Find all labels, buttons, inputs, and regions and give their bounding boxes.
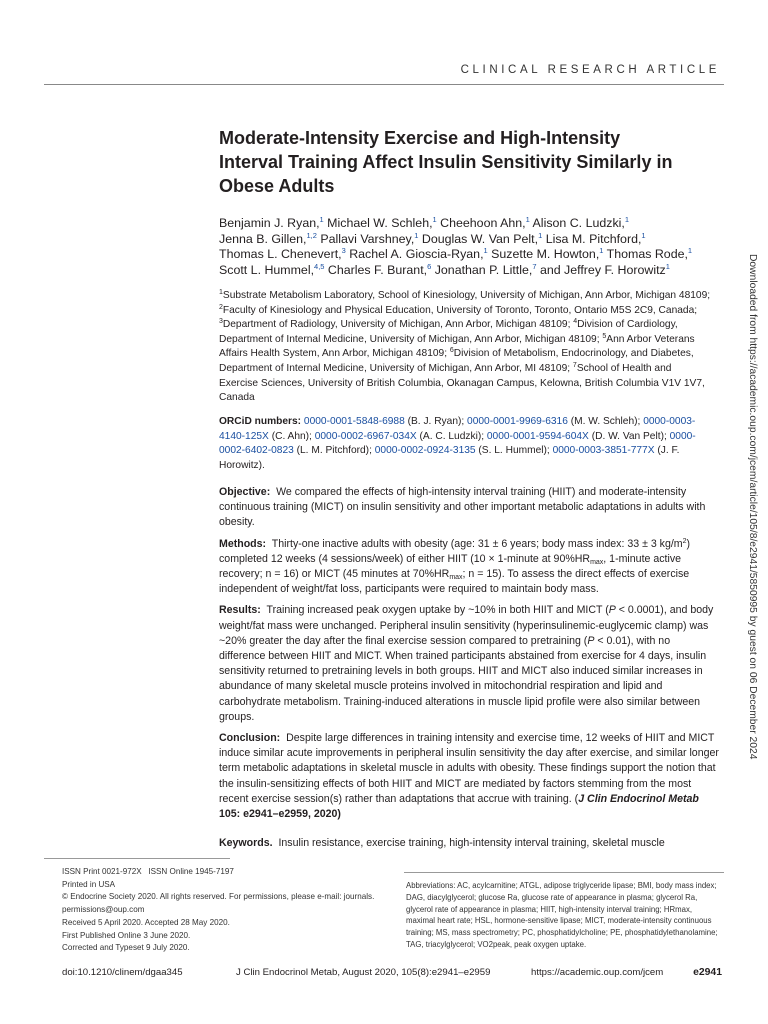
article-type-label: CLINICAL RESEARCH ARTICLE (460, 64, 720, 76)
author-name: Jonathan P. Little, (434, 262, 533, 277)
author-affiliation-marker: 1 (624, 215, 630, 224)
author-name: Suzette M. Howton, (491, 247, 600, 262)
orcid-author: (S. L. Hummel); (475, 445, 553, 457)
author-name: Thomas Rode, (606, 247, 688, 262)
author-name: Rachel A. Gioscia-Ryan, (349, 247, 484, 262)
orcid-author: (B. J. Ryan); (404, 416, 468, 427)
conclusion-label: Conclusion: (219, 732, 281, 745)
orcid-link[interactable]: 0000-0001-9969-6316 (467, 416, 568, 427)
download-watermark (744, 254, 758, 766)
author-affiliation-marker: 1 (483, 246, 488, 256)
received-line: Received 5 April 2020. Accepted 28 May 2020. (62, 917, 230, 927)
orcid-author: (L. M. Pitchford); (293, 445, 375, 457)
affiliation-text: School of Health and Exercise Sciences, University of British Columbia, Okanagan Campus, Kelowna, British Columbia V1V 1V7, Canada (219, 362, 705, 404)
orcid-link[interactable]: 0000-0001-9594-604X (486, 430, 589, 442)
orcid-author: (M. W. Schleh); (567, 416, 644, 427)
author-name: Lisa M. Pitchford, (545, 231, 642, 246)
page-number: e2941 (693, 967, 722, 978)
issn-line: ISSN Print 0021-972X ISSN Online 1945-7197 (62, 867, 234, 876)
methods-text: Thirty-one inactive adults with obesity (age: 31 ± 6 years; body mass index: 33 ± 3 kg/m (271, 537, 683, 550)
affiliation-text: Division of Metabolism, Endocrinology, and Diabetes, Department of Internal Medicine, University of Michigan, Ann Arbor, MI 48109; (219, 348, 694, 374)
affiliation-number: 3 (219, 318, 223, 326)
objective-text: We compared the effects of high-intensity interval training (HIIT) and moderate-intensity continuous training (MICT) on insulin sensitivity and other important metabolic adaptations in adults with obesity. (219, 486, 706, 529)
doi[interactable]: doi:10.1210/clinem/dgaa345 (62, 967, 183, 978)
article-title: Moderate-Intensity Exercise and High-Intensity Interval Training Affect Insulin Sensitivity Similarly in Obese Adults (219, 128, 673, 196)
orcid-label: ORCiD numbers: (219, 416, 302, 427)
copyright-line: © Endocrine Society 2020. All rights reserved. For permissions, please e-mail: journals. (62, 892, 375, 902)
affiliation-text: Faculty of Kinesiology and Physical Education, University of Toronto, Toronto, Ontario M5S 2C9, Canada; (222, 304, 698, 316)
affiliation-text: Substrate Metabolism Laboratory, School of Kinesiology, University of Michigan, Ann Arbor, Michigan 48109; (222, 290, 711, 301)
publication-info (62, 866, 392, 955)
methods-text: , 1-minute active recovery; n = 16) or MICT (45 minutes at 70%HR (219, 552, 682, 581)
permissions-email: permissions@oup.com (62, 905, 145, 915)
keywords (219, 836, 719, 851)
author-affiliation-marker: 7 (532, 261, 537, 271)
methods-label: Methods: (219, 537, 267, 550)
author-name: Jenna B. Gillen, (219, 231, 307, 246)
author-name: Pallavi Varshney, (320, 231, 415, 246)
author-affiliation-marker: 1 (319, 215, 324, 224)
download-note: Downloaded from https://academic.oup.com/jcem/article/105/8/e2941/5850995 by guest on 06 December 2024 (747, 254, 758, 760)
corrected-line: Corrected and Typeset 9 July 2020. (62, 943, 190, 953)
author-affiliation-marker: 1 (665, 261, 670, 271)
abstract-objective (219, 485, 719, 531)
abstract-conclusion (219, 731, 719, 822)
orcid-link[interactable]: 0000-0002-6402-0823 (219, 430, 696, 457)
author-name: Scott L. Hummel, (219, 262, 315, 277)
author-affiliation-marker: 1 (538, 230, 543, 240)
author-name: Michael W. Schleh, (327, 216, 433, 230)
methods-subscript: max (590, 558, 604, 566)
objective-label: Objective: (219, 486, 271, 498)
published-line: First Published Online 3 June 2020. (62, 930, 191, 940)
methods-text: ; n = 15). To assess the direct effects of exercise independent of weight/fat loss, participants were required to maintain body mass. (219, 568, 690, 596)
author-affiliation-marker: 4,5 (314, 261, 325, 271)
affiliation-number: 6 (449, 347, 454, 355)
author-name: Douglas W. Van Pelt, (421, 231, 539, 246)
orcid-link[interactable]: 0000-0001-5848-6988 (303, 416, 405, 427)
author-affiliation-marker: 6 (427, 261, 432, 271)
author-name: Benjamin J. Ryan, (219, 216, 320, 230)
printed-line: Printed in USA (62, 879, 116, 889)
methods-text: ) completed 12 weeks (4 sessions/week) of either HIIT (10 × 1-minute at 90%HR (219, 537, 691, 565)
orcid-link[interactable]: 0000-0003-4140-125X (219, 416, 696, 442)
orcid-author: (D. W. Van Pelt); (588, 430, 670, 442)
p-value-symbol: P (587, 634, 595, 647)
affiliation-text: Ann Arbor Veterans Affairs Health System, Ann Arbor, Michigan 48109; (219, 333, 695, 360)
citation-journal: J Clin Endocrinol Metab (578, 792, 699, 805)
abstract-results (219, 603, 719, 725)
orcid-link[interactable]: 0000-0002-6967-034X (314, 430, 417, 442)
author-affiliation-marker: 1 (641, 230, 646, 240)
author-affiliation-marker: 1,2 (306, 230, 317, 240)
author-affiliation-marker: 1 (414, 230, 419, 240)
affiliations (219, 289, 711, 406)
abbreviations: Abbreviations: AC, acylcarnitine; ATGL, adipose triglyceride lipase; BMI, body mass index; DAG, diacylglycerol; glucose Ra, glucose rate of appearance in plasma; glycerol Ra, glycerol rate of appearance in plasma; HIIT, high-intensity interval training; HRmax, maximal heart rate; HSL, hormone-sensitive lipase; MICT, moderate-intensity continuous training; MS, mass spectrometry; PC, phosphatidylcholine; PE, phosphatidylethanolamine; TAG, triacylglycerol; VO2peak, peak oxygen uptake. (406, 881, 718, 949)
author-affiliation-marker: 1 (687, 246, 693, 256)
methods-subscript: max (449, 574, 463, 582)
abbreviations-divider (404, 872, 724, 873)
results-text: < 0.0001), and body weight/fat mass were unchanged. Peripheral insulin sensitivity (hyperinsulinemic-euglycemic clamp) was ~20% greater the day after the final exercise session compared to pretraining ( (219, 604, 714, 647)
results-text: < 0.01), with no difference between HIIT and MICT. When trained participants abstained from exercise for 4 days, insulin sensitivity returned to pretraining levels in both groups. HIIT and MICT also induced similar increases in abundance of many skeletal muscle proteins involved in mitochondrial respiration and lipid and carbohydrate metabolism. Training-induced alterations in muscle lipid profile were also similar between groups. (219, 634, 707, 723)
affiliation-number: 7 (572, 361, 577, 369)
keywords-text: Insulin resistance, exercise training, high-intensity interval training, skeletal muscle (278, 837, 665, 849)
abstract (219, 485, 719, 828)
results-label: Results: (219, 604, 261, 617)
author-name: Alison C. Ludzki, (532, 216, 625, 230)
orcid-author: (C. Ahn); (268, 430, 315, 442)
p-value-symbol: P (608, 604, 616, 617)
orcid-link[interactable]: 0000-0003-3851-777X (552, 445, 655, 457)
citation-details: 105: e2941–e2959, 2020) (219, 808, 341, 821)
affiliation-text: Division of Cardiology, Department of Internal Medicine, University of Michigan, Ann Arbor, Michigan 48109; (219, 319, 678, 345)
affiliation-number: 5 (602, 332, 607, 340)
orcid-author: (J. F. Horowitz). (219, 445, 680, 471)
author-affiliation-marker: 1 (432, 215, 437, 224)
affiliation-number: 2 (219, 303, 223, 311)
author-name: Thomas L. Chenevert, (219, 247, 342, 262)
journal-citation: J Clin Endocrinol Metab, August 2020, 105(8):e2941–e2959 (236, 967, 491, 978)
footnote-divider (44, 858, 230, 859)
conclusion-text: Despite large differences in training intensity and exercise time, 12 weeks of HIIT and MICT induce similar acute improvements in peripheral insulin sensitivity the day after exercise, and similar longer term metabolic adaptations in skeletal muscle in adults with obesity. These findings support the notion that the insulin-sensitizing effects of both HIIT and MICT are mediated by factors stemming from the most recent exercise session(s) rather than adaptations that accrue with training. ( (219, 732, 719, 805)
abstract-methods (219, 537, 719, 598)
author-affiliation-marker: 1 (599, 246, 604, 256)
journal-url[interactable]: https://academic.oup.com/jcem (531, 967, 664, 978)
orcid-numbers (219, 415, 711, 473)
author-list (219, 216, 709, 278)
author-name: Cheehoon Ahn, (440, 216, 526, 230)
author-affiliation-marker: 1 (525, 215, 530, 224)
author-name: and Jeffrey F. Horowitz (539, 262, 666, 277)
affiliation-number: 1 (219, 289, 223, 296)
author-affiliation-marker: 3 (341, 246, 346, 256)
author-name: Charles F. Burant, (327, 262, 428, 277)
orcid-author: (A. C. Ludzki); (416, 430, 487, 442)
methods-superscript: 2 (682, 537, 687, 545)
orcid-link[interactable]: 0000-0002-0924-3135 (374, 445, 476, 457)
affiliation-number: 4 (573, 318, 578, 326)
affiliation-text: Department of Radiology, University of Michigan, Ann Arbor, Michigan 48109; (222, 319, 574, 331)
page-footer (62, 967, 722, 981)
results-text: Training increased peak oxygen uptake by ~10% in both HIIT and MICT ( (266, 604, 609, 617)
header-divider (44, 84, 724, 85)
keywords-label: Keywords. (219, 837, 273, 849)
